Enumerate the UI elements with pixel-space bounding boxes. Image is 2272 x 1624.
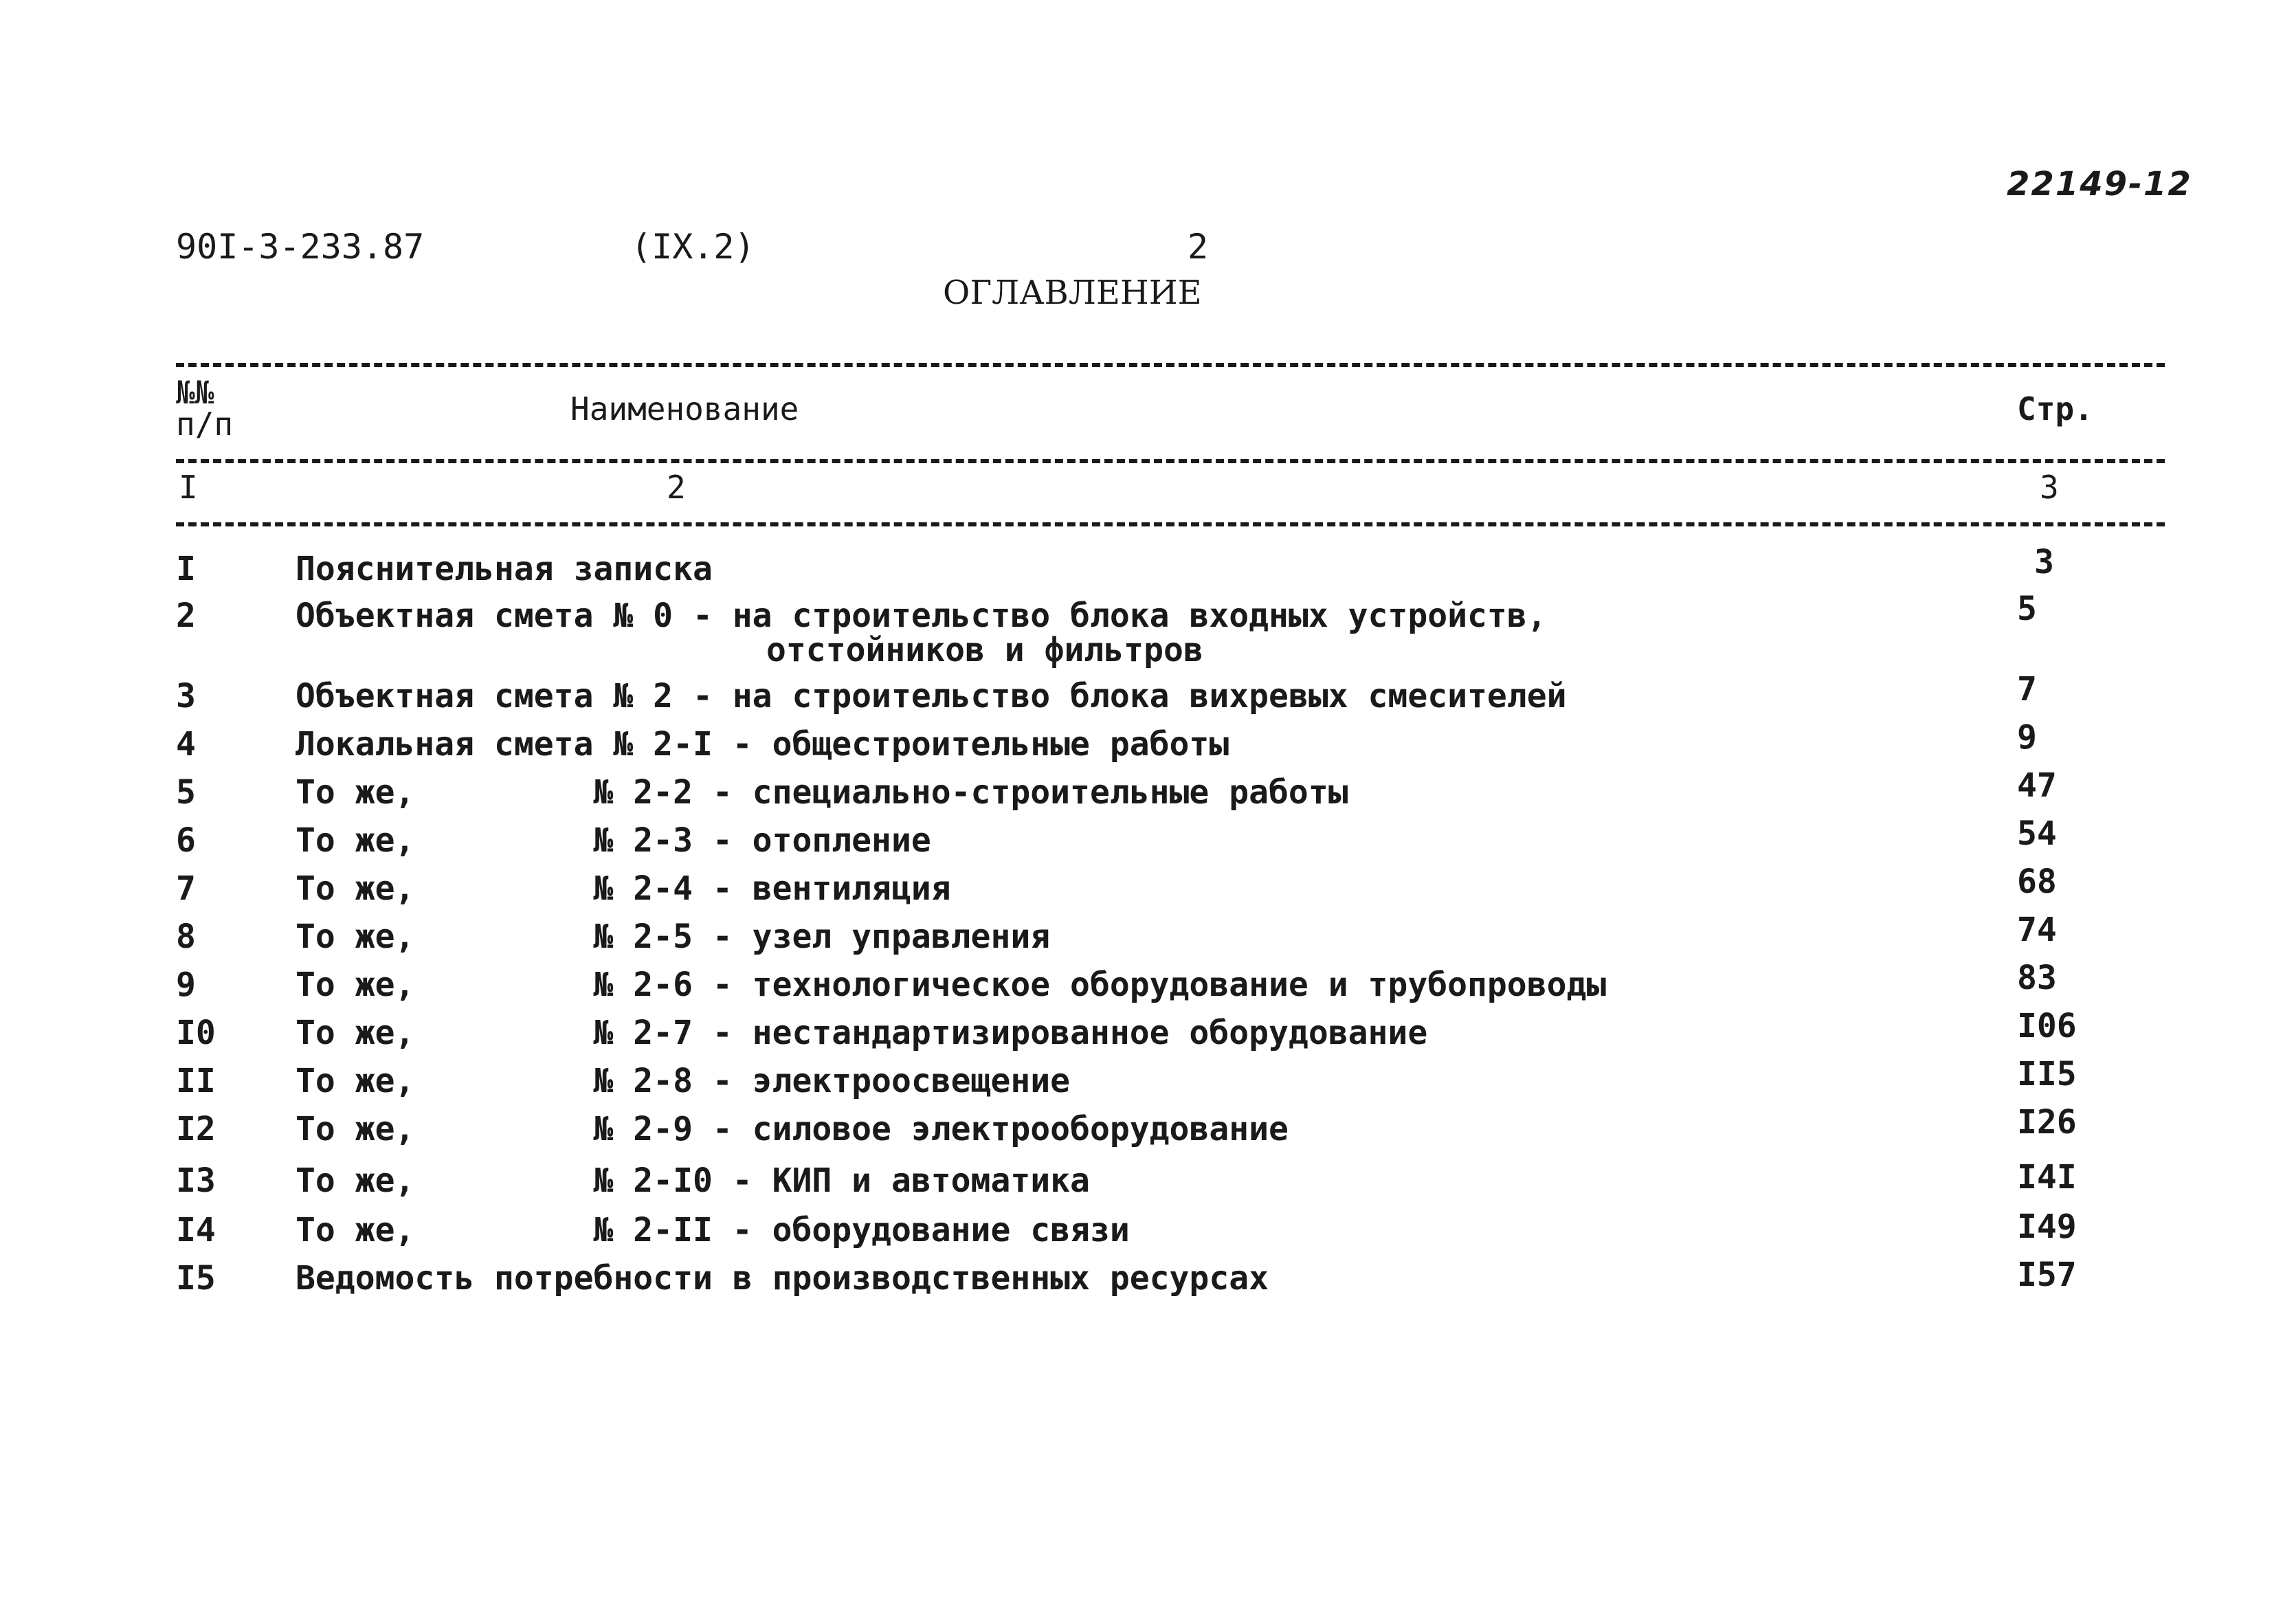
row-10-page: I06 bbox=[2017, 1007, 2077, 1045]
row-12-num: I2 bbox=[176, 1110, 216, 1148]
row-9-name: То же, № 2-6 - технологическое оборудование и трубопроводы bbox=[296, 966, 1607, 1004]
row-15-name: Ведомость потребности в производственных ресурсах bbox=[296, 1259, 1269, 1298]
column-header-page: Стр. bbox=[2017, 390, 2093, 427]
row-7-page: 68 bbox=[2017, 863, 2057, 901]
row-2-page: 5 bbox=[2017, 590, 2037, 628]
row-13-name: То же, № 2-I0 - КИП и автоматика bbox=[296, 1161, 1090, 1200]
row-10-num: I0 bbox=[176, 1014, 216, 1052]
page-number: 2 bbox=[1188, 227, 1209, 267]
row-8-name: То же, № 2-5 - узел управления bbox=[296, 917, 1051, 956]
row-3-num: 3 bbox=[176, 677, 196, 715]
row-14-page: I49 bbox=[2017, 1208, 2077, 1246]
row-11-num: II bbox=[176, 1062, 216, 1100]
row-3-name: Объектная смета № 2 - на строительство блока вихревых смесителей bbox=[296, 677, 1567, 715]
column-header-num: №№ п/п bbox=[176, 374, 234, 443]
row-4-num: 4 bbox=[176, 725, 196, 764]
column-number-1: I bbox=[179, 469, 198, 506]
row-14-name: То же, № 2-II - оборудование связи bbox=[296, 1211, 1130, 1249]
section-code: (IX.2) bbox=[631, 227, 755, 267]
row-2-name-cont: отстойников и фильтров bbox=[766, 631, 1203, 669]
row-6-page: 54 bbox=[2017, 814, 2057, 853]
row-14-num: I4 bbox=[176, 1211, 216, 1249]
row-5-page: 47 bbox=[2017, 766, 2057, 805]
column-number-3: 3 bbox=[2040, 469, 2059, 506]
row-8-page: 74 bbox=[2017, 911, 2057, 949]
row-4-page: 9 bbox=[2017, 718, 2037, 757]
row-4-name: Локальная смета № 2-I - общестроительные работы bbox=[296, 725, 1229, 764]
row-5-name: То же, № 2-2 - специально-строительные работы bbox=[296, 773, 1348, 812]
row-6-name: То же, № 2-3 - отопление bbox=[296, 821, 931, 860]
row-13-num: I3 bbox=[176, 1161, 216, 1200]
row-12-page: I26 bbox=[2017, 1103, 2077, 1142]
table-rule-top bbox=[176, 363, 2165, 367]
page-title: ОГЛАВЛЕНИЕ bbox=[943, 274, 1202, 312]
row-1-name: Пояснительная записка bbox=[296, 550, 713, 588]
row-11-page: II5 bbox=[2017, 1055, 2077, 1093]
row-3-page: 7 bbox=[2017, 670, 2037, 709]
column-header-name: Наименование bbox=[570, 390, 799, 427]
row-8-num: 8 bbox=[176, 917, 196, 956]
column-number-2: 2 bbox=[667, 469, 686, 506]
row-2-name: Объектная смета № 0 - на строительство блока входных устройств, bbox=[296, 597, 1547, 635]
row-1-num: I bbox=[176, 550, 196, 588]
row-6-num: 6 bbox=[176, 821, 196, 860]
table-rule-bottom bbox=[176, 522, 2165, 526]
row-5-num: 5 bbox=[176, 773, 196, 812]
row-9-page: 83 bbox=[2017, 959, 2057, 997]
handwritten-number: 22149-12 bbox=[2007, 165, 2192, 203]
row-13-page: I4I bbox=[2017, 1158, 2077, 1197]
row-9-num: 9 bbox=[176, 966, 196, 1004]
row-15-page: I57 bbox=[2017, 1256, 2077, 1294]
row-10-name: То же, № 2-7 - нестандартизированное оборудование bbox=[296, 1014, 1428, 1052]
row-1-page: 3 bbox=[2034, 543, 2054, 581]
row-15-num: I5 bbox=[176, 1259, 216, 1298]
row-2-num: 2 bbox=[176, 597, 196, 635]
row-7-num: 7 bbox=[176, 869, 196, 908]
document-code: 90I-3-233.87 bbox=[176, 227, 425, 267]
row-12-name: То же, № 2-9 - силовое электрооборудование bbox=[296, 1110, 1289, 1148]
row-11-name: То же, № 2-8 - электроосвещение bbox=[296, 1062, 1071, 1100]
table-rule-mid bbox=[176, 459, 2165, 463]
row-7-name: То же, № 2-4 - вентиляция bbox=[296, 869, 951, 908]
